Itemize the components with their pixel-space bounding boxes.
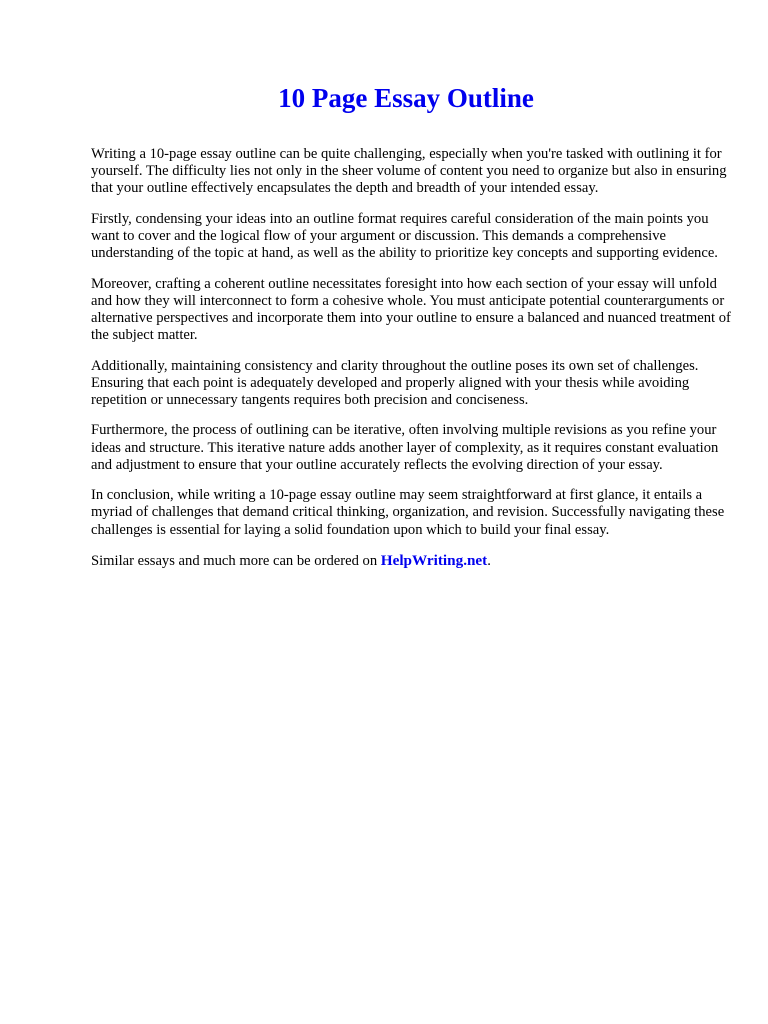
paragraph-additionally: Additionally, maintaining consistency and clarity throughout the outline poses its own set of challenges. Ensuring that each point is adequately developed and properly aligned with your thesis while avoiding repetition or unnecessary tangents requires both precision and conciseness.: [91, 357, 699, 408]
paragraph-moreover: Moreover, crafting a coherent outline necessitates foresight into how each section of your essay will unfold and how they will interconnect to form a cohesive whole. You must anticipate potential counterarguments or alternative perspectives and incorporate them into your outline to ensure a balanced and nuanced treatment of the subject matter.: [91, 275, 731, 344]
page-title: 10 Page Essay Outline: [278, 83, 534, 113]
helpwriting-link[interactable]: HelpWriting.net: [380, 551, 488, 569]
paragraph-conclusion: In conclusion, while writing a 10-page essay outline may seem straightforward at first glance, it entails a myriad of challenges that demand critical thinking, organization, and revision. Successfully navigating these challenges is essential for laying a solid foundation upon which to build your final essay.: [91, 487, 725, 538]
closing-suffix: .: [487, 552, 491, 569]
paragraph-furthermore: Furthermore, the process of outlining can be iterative, often involving multiple revisions as you refine your ideas and structure. This iterative nature adds another layer of complexity, as it requires constant evaluation and adjustment to ensure that your outline accurately reflects the evolving direction of your essay.: [91, 422, 719, 473]
paragraph-intro: Writing a 10-page essay outline can be quite challenging, especially when you're tasked with outlining it for yourself. The difficulty lies not only in the sheer volume of content you need to organize but also in ensuring that your outline effectively encapsulates the depth and breadth of your intended essay.: [91, 146, 727, 197]
closing-line: [91, 552, 731, 570]
paragraph-firstly: Firstly, condensing your ideas into an outline format requires careful consideration of the main points you want to cover and the logical flow of your argument or discussion. This demands a comprehensive understanding of the topic at hand, as well as the ability to prioritize key concepts and supporting evidence.: [91, 210, 718, 262]
closing-text: Similar essays and much more can be ordered on: [91, 552, 378, 569]
essay-body: [91, 146, 731, 583]
